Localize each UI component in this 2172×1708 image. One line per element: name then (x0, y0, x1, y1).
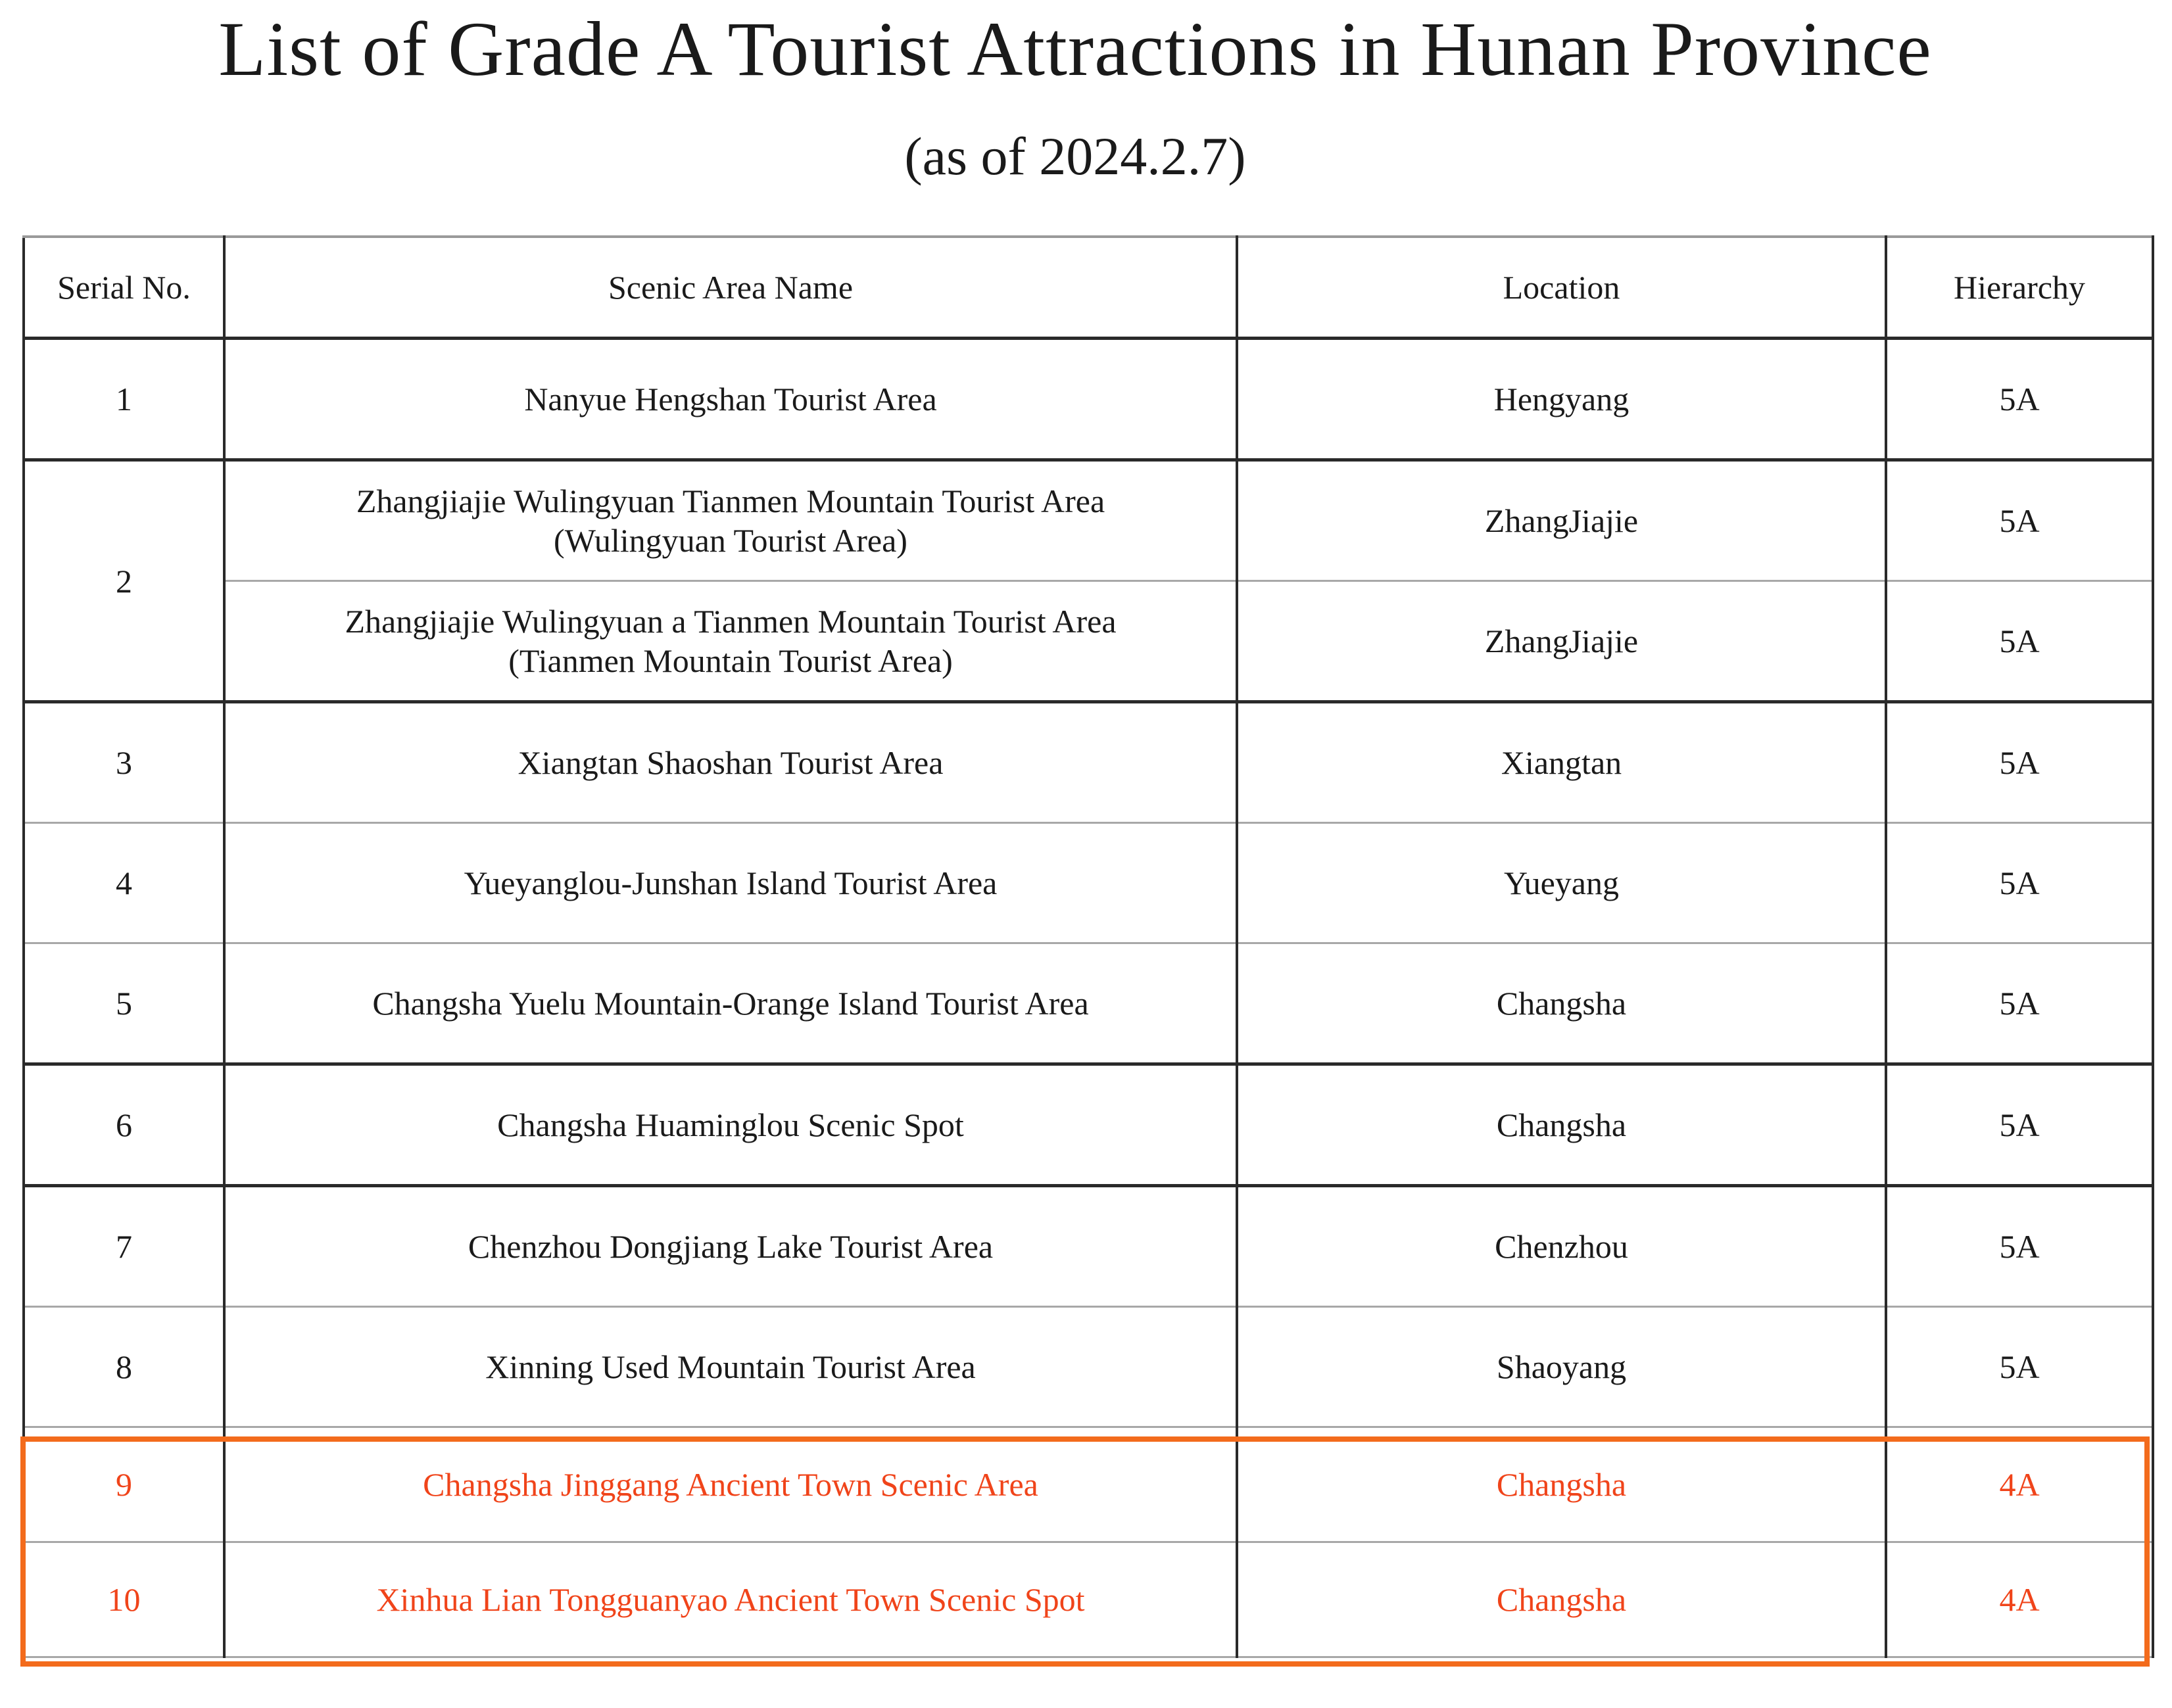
table-row (24, 702, 2153, 823)
cell-hierarchy: 5A (1886, 460, 2153, 581)
cell-scenic-area-name: Chenzhou Dongjiang Lake Tourist Area (224, 1186, 1237, 1307)
cell-serial: 4 (24, 823, 224, 943)
attractions-table-container (22, 235, 2152, 1658)
cell-serial: 10 (24, 1542, 224, 1657)
header-location: Location (1237, 237, 1886, 339)
cell-hierarchy: 4A (1886, 1542, 2153, 1657)
cell-serial: 6 (24, 1064, 224, 1186)
table-row (24, 943, 2153, 1064)
table-row (24, 1064, 2153, 1186)
cell-location: Xiangtan (1237, 702, 1886, 823)
cell-scenic-area-name: Changsha Yuelu Mountain-Orange Island Tourist Area (224, 943, 1237, 1064)
scenic-area-name-line1: Zhangjiajie Wulingyuan Tianmen Mountain Tourist Area (356, 483, 1105, 519)
table-row-highlighted (24, 1542, 2153, 1657)
cell-scenic-area-name: Xinning Used Mountain Tourist Area (224, 1307, 1237, 1427)
scenic-area-name-line2: (Tianmen Mountain Tourist Area) (508, 642, 953, 679)
header-hierarchy: Hierarchy (1886, 237, 2153, 339)
cell-location: Changsha (1237, 1064, 1886, 1186)
scenic-area-name-line2: (Wulingyuan Tourist Area) (554, 522, 907, 559)
cell-scenic-area-name: Yueyanglou-Junshan Island Tourist Area (224, 823, 1237, 943)
cell-location: ZhangJiajie (1237, 460, 1886, 581)
cell-serial: 8 (24, 1307, 224, 1427)
cell-hierarchy: 5A (1886, 339, 2153, 460)
cell-location: Hengyang (1237, 339, 1886, 460)
cell-serial: 5 (24, 943, 224, 1064)
cell-hierarchy: 5A (1886, 702, 2153, 823)
cell-location: Changsha (1237, 943, 1886, 1064)
cell-scenic-area-name: Changsha Jinggang Ancient Town Scenic Area (224, 1427, 1237, 1542)
cell-scenic-area-name: Xiangtan Shaoshan Tourist Area (224, 702, 1237, 823)
table-row (24, 1307, 2153, 1427)
cell-hierarchy: 5A (1886, 943, 2153, 1064)
cell-hierarchy: 5A (1886, 1186, 2153, 1307)
cell-serial: 1 (24, 339, 224, 460)
cell-hierarchy: 5A (1886, 1307, 2153, 1427)
table-row (24, 823, 2153, 943)
scenic-area-name-line1: Zhangjiajie Wulingyuan a Tianmen Mountain Tourist Area (345, 603, 1117, 640)
cell-serial: 2 (24, 460, 224, 702)
table-row (24, 1186, 2153, 1307)
cell-scenic-area-name (224, 460, 1237, 581)
document-title: List of Grade A Tourist Attractions in Hunan Province (218, 6, 1932, 92)
header-scenic-area-name: Scenic Area Name (224, 237, 1237, 339)
cell-location: Changsha (1237, 1542, 1886, 1657)
cell-hierarchy: 5A (1886, 823, 2153, 943)
table-header-row (24, 237, 2153, 339)
attractions-table (22, 235, 2154, 1658)
header-serial-no: Serial No. (24, 237, 224, 339)
cell-hierarchy: 4A (1886, 1427, 2153, 1542)
cell-location: Chenzhou (1237, 1186, 1886, 1307)
cell-serial: 9 (24, 1427, 224, 1542)
table-row (24, 581, 2153, 702)
cell-location: Yueyang (1237, 823, 1886, 943)
table-row-highlighted (24, 1427, 2153, 1542)
cell-location: Shaoyang (1237, 1307, 1886, 1427)
document-subtitle: (as of 2024.2.7) (904, 126, 1246, 186)
cell-hierarchy: 5A (1886, 1064, 2153, 1186)
cell-scenic-area-name: Xinhua Lian Tongguanyao Ancient Town Scenic Spot (224, 1542, 1237, 1657)
cell-location: Changsha (1237, 1427, 1886, 1542)
cell-location: ZhangJiajie (1237, 581, 1886, 702)
table-row (24, 460, 2153, 581)
cell-scenic-area-name: Changsha Huaminglou Scenic Spot (224, 1064, 1237, 1186)
table-row (24, 339, 2153, 460)
cell-hierarchy: 5A (1886, 581, 2153, 702)
cell-scenic-area-name: Nanyue Hengshan Tourist Area (224, 339, 1237, 460)
cell-serial: 7 (24, 1186, 224, 1307)
cell-scenic-area-name (224, 581, 1237, 702)
cell-serial: 3 (24, 702, 224, 823)
